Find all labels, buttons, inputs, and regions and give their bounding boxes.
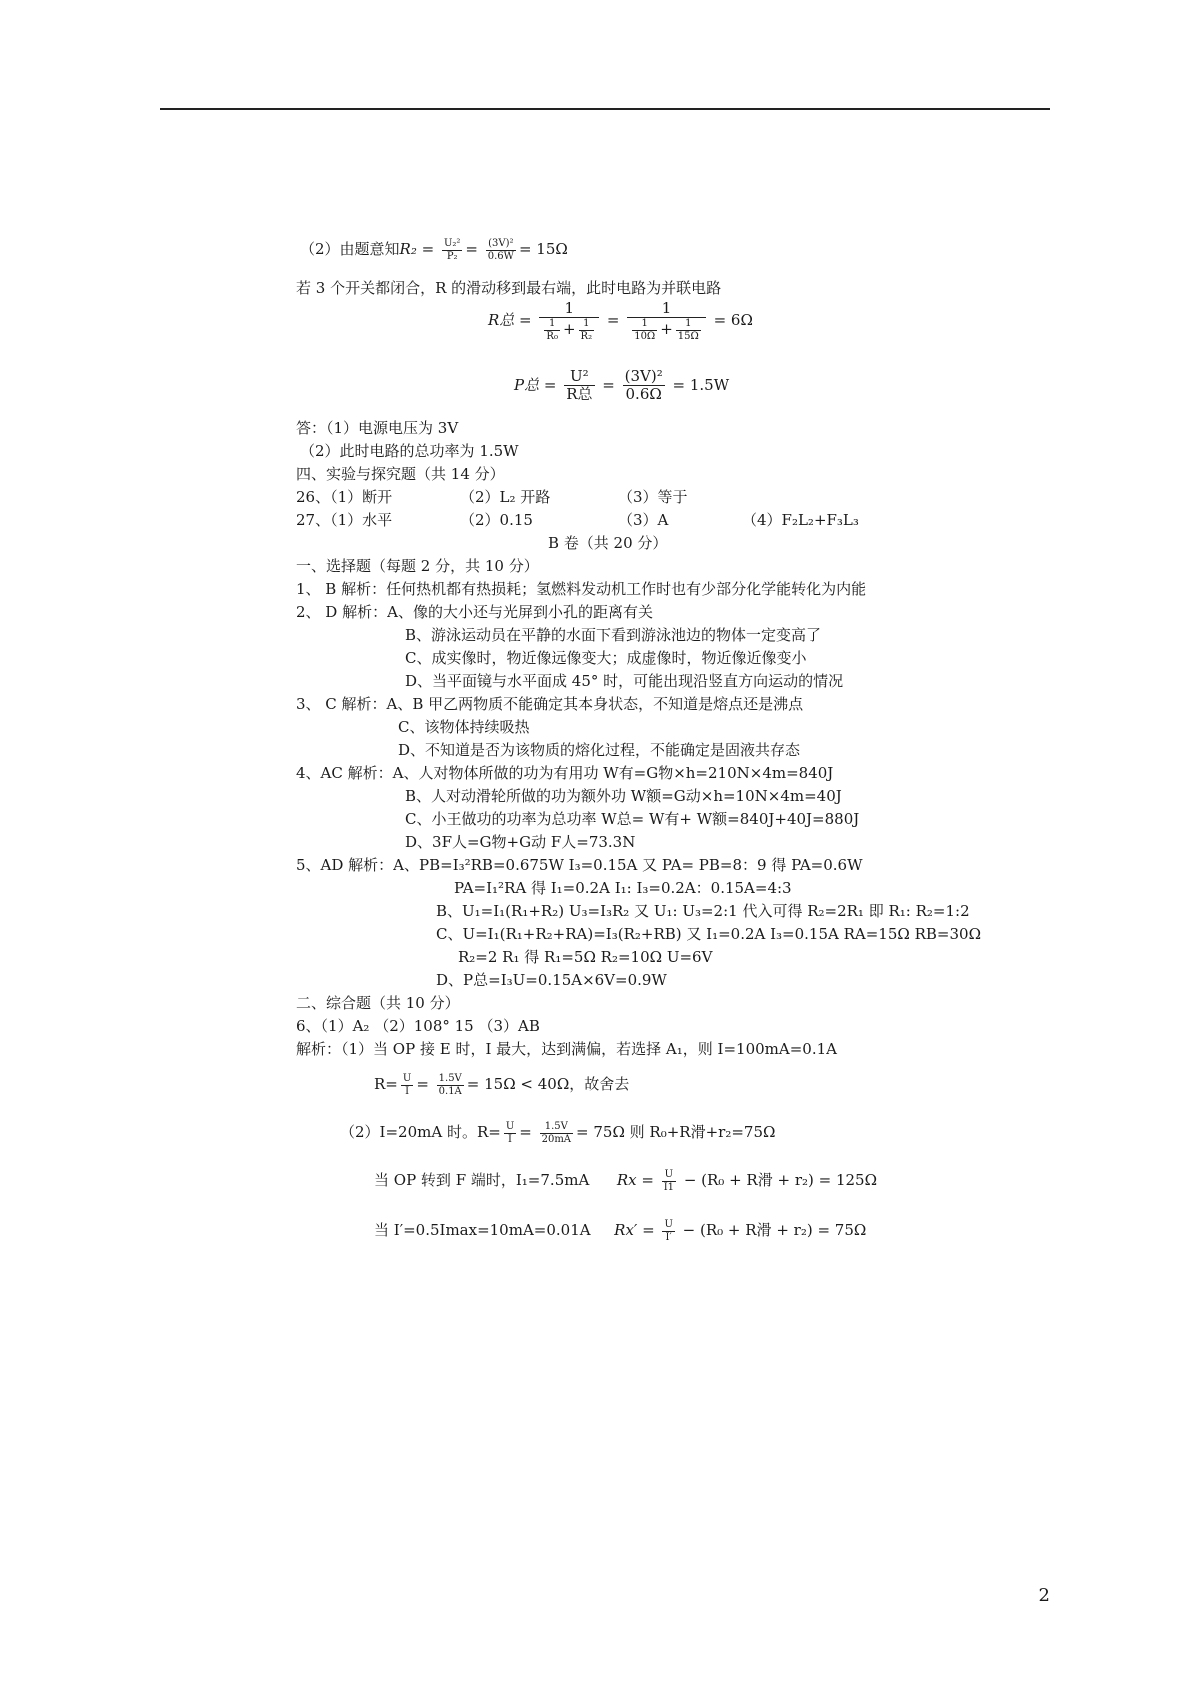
q6-equation-r: R= $\frac{U}{I}$ = $\frac{1.5V}{0.1A}$ = 15Ω < 40Ω，故舍去 [374,1073,630,1097]
q26-part1: 26、（1）断开 [296,488,393,506]
answer-line-2: （2）此时电路的总功率为 1.5W [300,442,519,460]
q6-answers: 6、（1）A₂ （2）108° 15 （3）AB [296,1017,540,1035]
q6-explanation: 解析：（1）当 OP 接 E 时，I 最大，达到满偏，若选择 A₁，则 I=100mA=0.1A [296,1040,837,1058]
q27-part4: （4）F₂L₂+F₃L₃ [742,511,859,529]
b-q5-f: D、P总=I₃U=0.15A×6V=0.9W [436,971,667,989]
q27-part2: （2）0.15 [460,511,533,529]
b-q5-d: C、U=I₁(R₁+R₂+RA)=I₃(R₂+RB) 又 I₁=0.2A I₃=0.15A RA=15Ω RB=30Ω [436,925,982,943]
solution-line-parallel: 若 3 个开关都闭合，R 的滑动移到最右端，此时电路为并联电路 [296,279,722,297]
b-q3-b: C、该物体持续吸热 [398,718,530,736]
page-number: 2 [1038,1585,1050,1606]
q6-equation-half: 当 I′=0.5Imax=10mA=0.01A Rx′ = $\frac{U}{I'}$ − (R₀ + R滑 + r₂) = 75Ω [374,1219,867,1243]
b-q3-a: 3、 C 解析：A、B 甲乙两物质不能确定其本身状态，不知道是熔点还是沸点 [296,695,804,713]
b-q3-c: D、不知道是否为该物质的熔化过程，不能确定是固液共存态 [398,741,801,759]
b-q4-b: B、人对动滑轮所做的功为额外功 W额=G动×h=10N×4m=40J [405,787,842,805]
b-q4-a: 4、AC 解析：A、人对物体所做的功为有用功 W有=G物×h=210N×4m=840J [296,764,834,782]
b-q5-e: R₂=2 R₁ 得 R₁=5Ω R₂=10Ω U=6V [458,948,713,966]
q6-equation-20ma: （2）I=20mA 时。R= $\frac{U}{I}$ = $\frac{1.5V}{20mA}$ = 75Ω 则 R₀+R滑+r₂=75Ω [340,1121,776,1145]
b-q4-c: C、小王做功的功率为总功率 W总= W有+ W额=840J+40J=880J [405,810,860,828]
q27-part1: 27、（1）水平 [296,511,393,529]
b-q2-b: B、游泳运动员在平静的水面下看到游泳池边的物体一定变高了 [405,626,822,644]
b-q2-d: D、当平面镜与水平面成 45° 时，可能出现沿竖直方向运动的情况 [405,672,844,690]
section-heading-choice: 一、选择题（每题 2 分，共 10 分） [296,557,539,575]
equation-p-total: P总 = $\frac{\text{U²}}{\text{R总}}$ = $\frac{\text{(3V)²}}{0.6\Omega}$ = 1.5W [514,367,730,404]
q26-part2: （2）L₂ 开路 [460,488,551,506]
q26-part3: （3）等于 [618,488,688,506]
b-q1: 1、 B 解析：任何热机都有热损耗；氢燃料发动机工作时也有少部分化学能转化为内能 [296,580,867,598]
b-q2-c: C、成实像时，物近像远像变大；成虚像时，物近像近像变小 [405,649,807,667]
section-heading-experiment: 四、实验与探究题（共 14 分） [296,465,505,483]
b-q5-c: B、U₁=I₁(R₁+R₂) U₃=I₃R₂ 又 U₁: U₃=2:1 代入可得 R₂=2R₁ 即 R₁: R₂=1:2 [436,902,970,920]
answer-line-1: 答：（1）电源电压为 3V [296,419,459,437]
q27-part3: （3）A [618,511,669,529]
b-q5-a: 5、AD 解析：A、PB=I₃²RB=0.675W I₃=0.15A 又 PA= PB=8：9 得 PA=0.6W [296,856,863,874]
b-q2-a: 2、 D 解析：A、像的大小还与光屏到小孔的距离有关 [296,603,653,621]
header-rule [160,108,1050,110]
equation-r-total: R总 = 1 $\frac{1}{\text{R₀}}$ + $\frac{1}{\text{R₂}}$ = 1 $\frac{1}{10\Omega}$ + $\frac{1}{15\Omega}$ = 6Ω [488,299,753,342]
q6-equation-f-end: 当 OP 转到 F 端时，I₁=7.5mA Rx = $\frac{U}{I1}$ − (R₀ + R滑 + r₂) = 125Ω [374,1169,878,1193]
solution-line-r2: （2）由题意知R₂ = $\frac{\text{U₂²}}{\text{P₂}}$ = $\frac{\text{(3V)²}}{0.6W}$ = 15Ω [300,238,568,262]
b-q5-b: PA=I₁²RA 得 I₁=0.2A I₁: I₃=0.2A：0.15A=4:3 [454,879,792,897]
b-paper-heading: B 卷（共 20 分） [548,534,668,552]
b-q4-d: D、3F人=G物+G动 F人=73.3N [405,833,636,851]
section-heading-comprehensive: 二、综合题（共 10 分） [296,994,460,1012]
